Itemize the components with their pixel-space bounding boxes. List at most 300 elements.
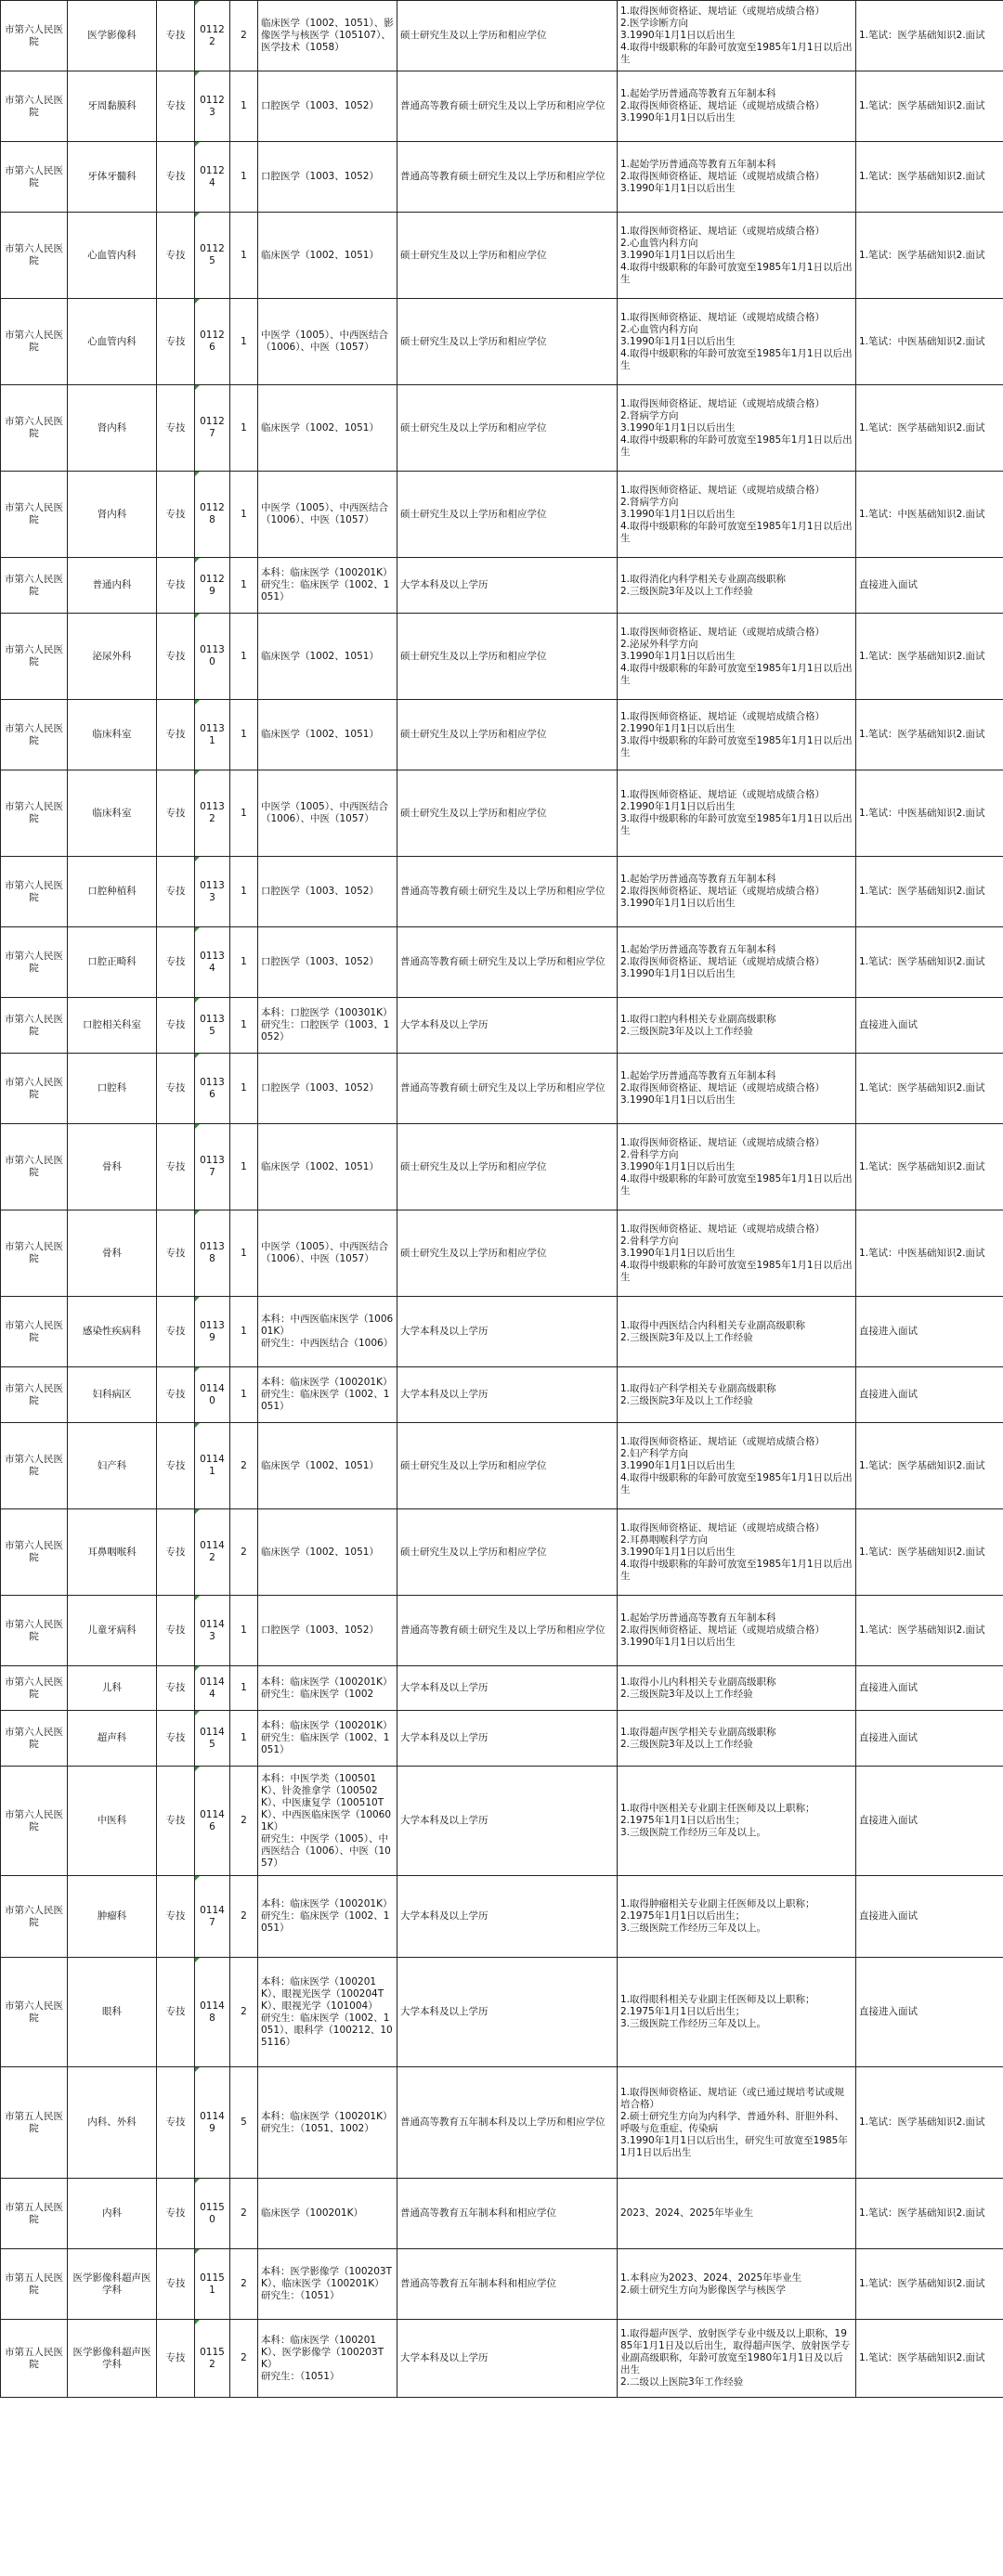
- cell-exam-method: [856, 1666, 1003, 1711]
- cell-department: [68, 142, 157, 213]
- cell-major: [258, 770, 397, 857]
- cell-hire-count-text: 1: [241, 1019, 247, 1030]
- cell-requirements: [618, 1596, 856, 1666]
- cell-position-type-text: 专技: [165, 1459, 186, 1471]
- cell-position-type-text: 专技: [165, 729, 186, 740]
- cell-position-type: [157, 1711, 195, 1767]
- cell-hire-count-text: 1: [241, 1682, 247, 1693]
- cell-exam-method: [856, 558, 1003, 614]
- cell-major-text: 本科：口腔医学（100301K） 研究生：口腔医学（1003、1052）: [261, 1007, 393, 1042]
- cell-position-type-text: 专技: [165, 249, 186, 261]
- table-row: [1, 857, 1003, 927]
- cell-major-text: 中医学（1005）、中西医结合（1006）、中医（1057）: [261, 801, 388, 824]
- cell-unit-text: 市第六人民医院: [5, 950, 63, 974]
- cell-unit: [1, 1054, 68, 1124]
- cell-requirements-text: 1.起始学历普通高等教育五年制本科 2.取得医师资格证、规培证（或规培成绩合格） 3.1990年1月1日以后出生: [620, 88, 826, 123]
- cell-exam-method-text: 1.笔试：医学基础知识2.面试: [859, 30, 985, 41]
- cell-exam-method: [856, 998, 1003, 1054]
- cell-education-text: 普通高等教育硕士研究生及以上学历和相应学位: [400, 1082, 606, 1094]
- cell-major-text: 本科：临床医学（100201K）、眼视光医学（100204TK）、眼视光学（101004） 研究生：临床医学（1002、1051）、眼科学（100212、105116）: [261, 1975, 393, 2048]
- cell-unit: [1, 1666, 68, 1711]
- cell-position-type: [157, 213, 195, 299]
- cell-exam-method: [856, 700, 1003, 770]
- cell-hire-count-text: 1: [241, 1160, 247, 1172]
- cell-requirements: [618, 1, 856, 71]
- cell-department: [68, 1876, 157, 1958]
- cell-position-type: [157, 299, 195, 385]
- cell-hire-count: [230, 1666, 258, 1711]
- cell-department-text: 内科: [102, 2207, 122, 2219]
- cell-major: [258, 1596, 397, 1666]
- cell-department: [68, 472, 157, 558]
- cell-position-type-text: 专技: [165, 2006, 186, 2017]
- cell-position-code-text: 01134: [200, 950, 225, 974]
- cell-education: [397, 71, 618, 142]
- cell-position-type-text: 专技: [165, 1732, 186, 1743]
- cell-department-text: 肾内科: [97, 508, 127, 520]
- cell-exam-method-text: 1.笔试：医学基础知识2.面试: [859, 2278, 985, 2289]
- cell-position-type: [157, 2249, 195, 2320]
- cell-position-code: [195, 1876, 230, 1958]
- cell-position-type: [157, 614, 195, 700]
- cell-education-text: 硕士研究生及以上学历和相应学位: [400, 1459, 547, 1471]
- cell-department: [68, 770, 157, 857]
- cell-unit: [1, 927, 68, 998]
- cell-requirements-text: 1.取得中医相关专业副主任医师及以上职称； 2.1975年1月1日以后出生； 3.三级医院工作经历三年及以上。: [620, 1803, 815, 1838]
- cell-position-type-text: 专技: [165, 886, 186, 897]
- cell-position-code: [195, 1596, 230, 1666]
- cell-unit-text: 市第六人民医院: [5, 801, 63, 824]
- cell-hire-count-text: 1: [241, 1082, 247, 1094]
- cell-department-text: 临床科室: [92, 807, 132, 819]
- cell-education-text: 硕士研究生及以上学历和相应学位: [400, 508, 547, 520]
- cell-position-type: [157, 1596, 195, 1666]
- cell-hire-count-text: 2: [241, 30, 247, 41]
- cell-position-code: [195, 1958, 230, 2067]
- cell-exam-method-text: 直接进入面试: [859, 1389, 918, 1400]
- cell-department-text: 心血管内科: [87, 335, 137, 347]
- table-row: [1, 2179, 1003, 2249]
- cell-requirements-text: 1.取得中西医结合内科相关专业副高级职称 2.三级医院3年及以上工作经验: [620, 1319, 806, 1343]
- cell-unit-text: 市第六人民医院: [5, 416, 63, 439]
- cell-education: [397, 770, 618, 857]
- cell-exam-method: [856, 1297, 1003, 1367]
- cell-education-text: 大学本科及以上学历: [400, 1389, 488, 1400]
- cell-requirements-text: 1.起始学历普通高等教育五年制本科 2.取得医师资格证、规培证（或规培成绩合格） 3.1990年1月1日以后出生: [620, 1612, 826, 1648]
- cell-position-type-text: 专技: [165, 30, 186, 41]
- cell-unit: [1, 1210, 68, 1297]
- cell-department-text: 普通内科: [92, 579, 132, 590]
- cell-position-code-text: 01144: [200, 1676, 225, 1700]
- cell-position-type-text: 专技: [165, 2278, 186, 2289]
- cell-unit: [1, 1509, 68, 1596]
- table-row: [1, 385, 1003, 472]
- cell-hire-count: [230, 1297, 258, 1367]
- cell-department: [68, 2067, 157, 2179]
- cell-department-text: 医学影像科超声医学科: [72, 2346, 151, 2370]
- cell-major-text: 口腔医学（1003、1052）: [261, 171, 379, 182]
- cell-major-text: 口腔医学（1003、1052）: [261, 100, 379, 111]
- cell-position-type: [157, 998, 195, 1054]
- cell-requirements: [618, 1509, 856, 1596]
- cell-education: [397, 1423, 618, 1509]
- cell-major: [258, 1, 397, 71]
- cell-requirements: [618, 213, 856, 299]
- cell-education-text: 硕士研究生及以上学历和相应学位: [400, 30, 547, 41]
- cell-requirements: [618, 71, 856, 142]
- cell-hire-count-text: 1: [241, 1247, 247, 1259]
- cell-hire-count-text: 2: [241, 1815, 247, 1826]
- cell-hire-count-text: 1: [241, 886, 247, 897]
- cell-requirements-text: 1.起始学历普通高等教育五年制本科 2.取得医师资格证、规培证（或规培成绩合格） 3.1990年1月1日以后出生: [620, 1070, 826, 1106]
- cell-major: [258, 1666, 397, 1711]
- cell-education: [397, 385, 618, 472]
- cell-position-type-text: 专技: [165, 579, 186, 590]
- cell-hire-count: [230, 927, 258, 998]
- cell-position-type: [157, 770, 195, 857]
- cell-requirements: [618, 927, 856, 998]
- cell-education-text: 硕士研究生及以上学历和相应学位: [400, 249, 547, 261]
- cell-education: [397, 2320, 618, 2398]
- cell-major: [258, 1876, 397, 1958]
- cell-major-text: 临床医学（1002、1051）: [261, 1160, 379, 1172]
- cell-hire-count: [230, 71, 258, 142]
- cell-position-code: [195, 472, 230, 558]
- cell-requirements: [618, 998, 856, 1054]
- table-body: [1, 1, 1003, 2398]
- cell-requirements-text: 1.取得医师资格证、规培证（或规培成绩合格） 2.心血管内科方向 3.1990年1月1日以后出生 4.取得中级职称的年龄可放宽至1985年1月1日以后出生: [620, 225, 853, 285]
- cell-requirements-text: 1.取得消化内科学相关专业副高级职称 2.三级医院3年及以上工作经验: [620, 573, 787, 597]
- cell-department-text: 口腔正畸科: [87, 956, 137, 967]
- cell-unit: [1, 2320, 68, 2398]
- cell-hire-count: [230, 558, 258, 614]
- cell-department-text: 肿瘤科: [97, 1910, 127, 1922]
- cell-major: [258, 385, 397, 472]
- cell-department: [68, 71, 157, 142]
- cell-unit-text: 市第六人民医院: [5, 722, 63, 746]
- cell-department: [68, 299, 157, 385]
- cell-hire-count-text: 2: [241, 2352, 247, 2363]
- cell-exam-method-text: 1.笔试：医学基础知识2.面试: [859, 2352, 985, 2363]
- table-row: [1, 1210, 1003, 1297]
- cell-requirements-text: 1.取得妇产科学相关专业副高级职称 2.三级医院3年及以上工作经验: [620, 1382, 776, 1406]
- cell-unit: [1, 1711, 68, 1767]
- cell-requirements-text: 1.取得医师资格证、规培证（或规培成绩合格） 2.医学诊断方向 3.1990年1月1日以后出生 4.取得中级职称的年龄可放宽至1985年1月1日以后出生: [620, 6, 853, 65]
- cell-unit: [1, 1367, 68, 1423]
- cell-major: [258, 998, 397, 1054]
- cell-hire-count-text: 1: [241, 807, 247, 819]
- cell-department: [68, 927, 157, 998]
- table-row: [1, 1767, 1003, 1876]
- cell-education-text: 大学本科及以上学历: [400, 1732, 488, 1743]
- cell-major-text: 临床医学（1002、1051）: [261, 249, 379, 261]
- cell-education: [397, 927, 618, 998]
- cell-requirements-text: 1.取得口腔内科相关专业副高级职称 2.三级医院3年及以上工作经验: [620, 1013, 776, 1037]
- cell-exam-method: [856, 1124, 1003, 1210]
- cell-position-code: [195, 2179, 230, 2249]
- cell-major: [258, 1367, 397, 1423]
- cell-major: [258, 71, 397, 142]
- cell-department-text: 泌尿外科: [92, 650, 132, 662]
- cell-unit-text: 市第六人民医院: [5, 243, 63, 266]
- cell-position-code: [195, 385, 230, 472]
- cell-unit-text: 市第五人民医院: [5, 2272, 63, 2296]
- cell-requirements-text: 1.取得超声医学相关专业副高级职称 2.三级医院3年及以上工作经验: [620, 1726, 776, 1750]
- cell-major-text: 口腔医学（1003、1052）: [261, 956, 379, 967]
- cell-major-text: 本科：中医学类（100501K）、针灸推拿学（100502K）、中医康复学（100510TK）、中西医临床医学（100601K） 研究生：中医学（1005）、中西医结合（1006）、中医（1057）: [261, 1772, 392, 1869]
- cell-major-text: 本科：临床医学（100201K） 研究生：临床医学（1002、1051）: [261, 1720, 393, 1755]
- cell-hire-count: [230, 472, 258, 558]
- table-row: [1, 700, 1003, 770]
- cell-requirements: [618, 385, 856, 472]
- cell-position-code-text: 01124: [200, 164, 225, 188]
- cell-education-text: 大学本科及以上学历: [400, 1019, 488, 1030]
- cell-position-code: [195, 857, 230, 927]
- cell-department-text: 口腔种植科: [87, 886, 137, 897]
- table-row: [1, 299, 1003, 385]
- cell-hire-count-text: 1: [241, 650, 247, 662]
- cell-hire-count-text: 1: [241, 579, 247, 590]
- cell-unit-text: 市第六人民医院: [5, 1808, 63, 1832]
- cell-requirements: [618, 1124, 856, 1210]
- cell-hire-count-text: 1: [241, 1625, 247, 1636]
- cell-requirements-text: 1.取得小儿内科相关专业副高级职称 2.三级医院3年及以上工作经验: [620, 1676, 776, 1700]
- table-row: [1, 1, 1003, 71]
- cell-education-text: 普通高等教育硕士研究生及以上学历和相应学位: [400, 886, 606, 897]
- cell-major-text: 本科：临床医学（100201K） 研究生：临床医学（1002、1051）: [261, 1898, 393, 1934]
- cell-major-text: 临床医学（1002、1051）: [261, 421, 379, 434]
- cell-position-type: [157, 1423, 195, 1509]
- cell-unit-text: 市第六人民医院: [5, 23, 63, 47]
- cell-hire-count-text: 1: [241, 100, 247, 111]
- cell-education: [397, 857, 618, 927]
- cell-education: [397, 614, 618, 700]
- cell-major: [258, 2179, 397, 2249]
- cell-department-text: 医学影像科超声医学科: [72, 2272, 151, 2296]
- cell-department: [68, 1297, 157, 1367]
- cell-hire-count: [230, 1767, 258, 1876]
- cell-position-code-text: 01146: [200, 1808, 225, 1832]
- table-row: [1, 142, 1003, 213]
- cell-major-text: 本科：临床医学（100201K） 研究生：临床医学（1002、1051）: [261, 1377, 393, 1412]
- cell-position-type: [157, 1666, 195, 1711]
- cell-position-type: [157, 1876, 195, 1958]
- table-row: [1, 1596, 1003, 1666]
- cell-hire-count: [230, 770, 258, 857]
- cell-exam-method: [856, 927, 1003, 998]
- cell-exam-method: [856, 299, 1003, 385]
- cell-position-type-text: 专技: [165, 1682, 186, 1693]
- cell-position-code: [195, 2067, 230, 2179]
- cell-department: [68, 1124, 157, 1210]
- cell-education: [397, 2179, 618, 2249]
- cell-position-code: [195, 1367, 230, 1423]
- cell-education-text: 大学本科及以上学历: [400, 579, 488, 590]
- cell-requirements: [618, 1423, 856, 1509]
- cell-requirements: [618, 558, 856, 614]
- cell-education-text: 普通高等教育五年制本科及以上学历和相应学位: [400, 2116, 606, 2128]
- cell-hire-count: [230, 857, 258, 927]
- table-row: [1, 998, 1003, 1054]
- cell-position-type: [157, 1767, 195, 1876]
- cell-hire-count-text: 2: [241, 2006, 247, 2017]
- cell-hire-count: [230, 1423, 258, 1509]
- cell-unit: [1, 998, 68, 1054]
- cell-unit: [1, 472, 68, 558]
- cell-requirements-text: 1.取得医师资格证、规培证（或规培成绩合格） 2.骨科学方向 3.1990年1月1日以后出生 4.取得中级职称的年龄可放宽至1985年1月1日以后出生: [620, 1136, 853, 1197]
- cell-position-code: [195, 1509, 230, 1596]
- cell-requirements: [618, 857, 856, 927]
- cell-department-text: 妇科病区: [92, 1389, 132, 1400]
- cell-position-type: [157, 927, 195, 998]
- cell-exam-method-text: 1.笔试：医学基础知识2.面试: [859, 650, 985, 662]
- cell-exam-method: [856, 2249, 1003, 2320]
- cell-position-code: [195, 213, 230, 299]
- cell-requirements-text: 2023、2024、2025年毕业生: [620, 2207, 754, 2219]
- cell-requirements: [618, 1958, 856, 2067]
- cell-exam-method: [856, 857, 1003, 927]
- cell-position-type-text: 专技: [165, 508, 186, 520]
- cell-education-text: 硕士研究生及以上学历和相应学位: [400, 1546, 547, 1558]
- cell-position-code-text: 01127: [200, 416, 225, 439]
- cell-exam-method: [856, 142, 1003, 213]
- cell-requirements-text: 1.取得医师资格证、规培证（或规培成绩合格） 2.肾病学方向 3.1990年1月1日以后出生 4.取得中级职称的年龄可放宽至1985年1月1日以后出生: [620, 397, 853, 458]
- table-row: [1, 1666, 1003, 1711]
- cell-major: [258, 1124, 397, 1210]
- cell-position-type-text: 专技: [165, 650, 186, 662]
- cell-education-text: 硕士研究生及以上学历和相应学位: [400, 421, 547, 434]
- cell-department: [68, 1666, 157, 1711]
- cell-major: [258, 614, 397, 700]
- cell-unit-text: 市第六人民医院: [5, 164, 63, 188]
- cell-unit: [1, 213, 68, 299]
- cell-unit-text: 市第六人民医院: [5, 1904, 63, 1928]
- cell-position-type: [157, 472, 195, 558]
- cell-department: [68, 700, 157, 770]
- cell-position-type-text: 专技: [165, 100, 186, 111]
- cell-major-text: 本科：临床医学（100201K） 研究生：（1051、1002）: [261, 2110, 393, 2134]
- cell-education-text: 大学本科及以上学历: [400, 1910, 488, 1922]
- cell-unit-text: 市第六人民医院: [5, 1076, 63, 1100]
- cell-education: [397, 1711, 618, 1767]
- cell-hire-count: [230, 1596, 258, 1666]
- cell-position-type: [157, 1210, 195, 1297]
- table-row: [1, 1367, 1003, 1423]
- cell-exam-method: [856, 213, 1003, 299]
- cell-education: [397, 1, 618, 71]
- cell-education-text: 普通高等教育硕士研究生及以上学历和相应学位: [400, 171, 606, 182]
- cell-department-text: 牙体牙髓科: [87, 171, 137, 182]
- cell-unit-text: 市第六人民医院: [5, 1676, 63, 1700]
- cell-education: [397, 1297, 618, 1367]
- cell-exam-method-text: 1.笔试：医学基础知识2.面试: [859, 421, 985, 434]
- cell-exam-method: [856, 1, 1003, 71]
- cell-major: [258, 2249, 397, 2320]
- cell-exam-method: [856, 770, 1003, 857]
- cell-exam-method: [856, 385, 1003, 472]
- cell-position-code-text: 01122: [200, 23, 225, 47]
- table-row: [1, 1297, 1003, 1367]
- cell-department: [68, 385, 157, 472]
- cell-exam-method: [856, 71, 1003, 142]
- cell-exam-method-text: 直接进入面试: [859, 1815, 918, 1826]
- cell-exam-method-text: 直接进入面试: [859, 1019, 918, 1030]
- cell-department-text: 口腔相关科室: [83, 1019, 141, 1030]
- cell-position-type: [157, 700, 195, 770]
- cell-hire-count-text: 2: [241, 1546, 247, 1558]
- cell-position-type-text: 专技: [165, 1247, 186, 1259]
- cell-unit-text: 市第六人民医院: [5, 644, 63, 667]
- table-row: [1, 1711, 1003, 1767]
- cell-exam-method: [856, 1876, 1003, 1958]
- table-row: [1, 71, 1003, 142]
- cell-hire-count: [230, 1509, 258, 1596]
- cell-hire-count: [230, 385, 258, 472]
- cell-exam-method: [856, 2067, 1003, 2179]
- cell-education-text: 大学本科及以上学历: [400, 1815, 488, 1826]
- cell-unit-text: 市第五人民医院: [5, 2110, 63, 2134]
- cell-requirements-text: 1.取得超声医学、放射医学专业中级及以上职称，1985年1月1日及以后出生，取得超声医学、放射医学专业副高级职称，年龄可放宽至1980年1月1日及以后出生 2.二级以上医院3年工作经验: [620, 2328, 851, 2388]
- cell-position-code-text: 01133: [200, 879, 225, 903]
- cell-hire-count: [230, 1, 258, 71]
- cell-position-code: [195, 1, 230, 71]
- cell-major: [258, 700, 397, 770]
- cell-position-code-text: 01139: [200, 1319, 225, 1343]
- cell-major: [258, 1711, 397, 1767]
- cell-position-code: [195, 1666, 230, 1711]
- cell-unit-text: 市第六人民医院: [5, 1726, 63, 1750]
- cell-position-type: [157, 558, 195, 614]
- cell-requirements: [618, 1054, 856, 1124]
- cell-requirements-text: 1.取得医师资格证、规培证（或规培成绩合格） 2.耳鼻咽喉科学方向 3.1990年1月1日以后出生 4.取得中级职称的年龄可放宽至1985年1月1日以后出生: [620, 1521, 853, 1582]
- cell-education: [397, 1509, 618, 1596]
- cell-major: [258, 299, 397, 385]
- cell-major: [258, 1509, 397, 1596]
- table-row: [1, 1124, 1003, 1210]
- cell-hire-count-text: 1: [241, 171, 247, 182]
- cell-requirements: [618, 1767, 856, 1876]
- cell-requirements-text: 1.取得医师资格证、规培证（或规培成绩合格） 2.1990年1月1日以后出生 3.取得中级职称的年龄可放宽至1985年1月1日以后出生: [620, 710, 853, 758]
- cell-hire-count-text: 2: [241, 1459, 247, 1471]
- cell-requirements-text: 1.取得医师资格证、规培证（或规培成绩合格） 2.肾病学方向 3.1990年1月1日以后出生 4.取得中级职称的年龄可放宽至1985年1月1日以后出生: [620, 484, 853, 544]
- cell-requirements: [618, 2249, 856, 2320]
- cell-major: [258, 1297, 397, 1367]
- cell-department: [68, 1711, 157, 1767]
- cell-position-code: [195, 2249, 230, 2320]
- cell-requirements: [618, 1367, 856, 1423]
- cell-education: [397, 1054, 618, 1124]
- cell-exam-method-text: 1.笔试：医学基础知识2.面试: [859, 2116, 985, 2128]
- cell-position-type-text: 专技: [165, 1546, 186, 1558]
- cell-exam-method-text: 1.笔试：医学基础知识2.面试: [859, 249, 985, 261]
- cell-position-type: [157, 2320, 195, 2398]
- cell-exam-method-text: 1.笔试：中医基础知识2.面试: [859, 807, 985, 819]
- cell-position-type: [157, 1124, 195, 1210]
- cell-position-code: [195, 614, 230, 700]
- cell-position-code: [195, 71, 230, 142]
- cell-exam-method-text: 1.笔试：中医基础知识2.面试: [859, 335, 985, 347]
- cell-exam-method: [856, 2320, 1003, 2398]
- cell-requirements-text: 1.取得医师资格证、规培证（或规培成绩合格） 2.心血管内科方向 3.1990年1月1日以后出生 4.取得中级职称的年龄可放宽至1985年1月1日以后出生: [620, 311, 853, 371]
- cell-position-code-text: 01142: [200, 1540, 225, 1563]
- cell-hire-count-text: 1: [241, 956, 247, 967]
- table-row: [1, 472, 1003, 558]
- cell-position-code-text: 01131: [200, 722, 225, 746]
- cell-major-text: 临床医学（1002、1051）: [261, 1546, 379, 1558]
- cell-department-text: 临床科室: [92, 729, 132, 740]
- cell-requirements-text: 1.取得医师资格证、规培证（或规培成绩合格） 2.骨科学方向 3.1990年1月1日以后出生 4.取得中级职称的年龄可放宽至1985年1月1日以后出生: [620, 1223, 853, 1283]
- cell-requirements: [618, 700, 856, 770]
